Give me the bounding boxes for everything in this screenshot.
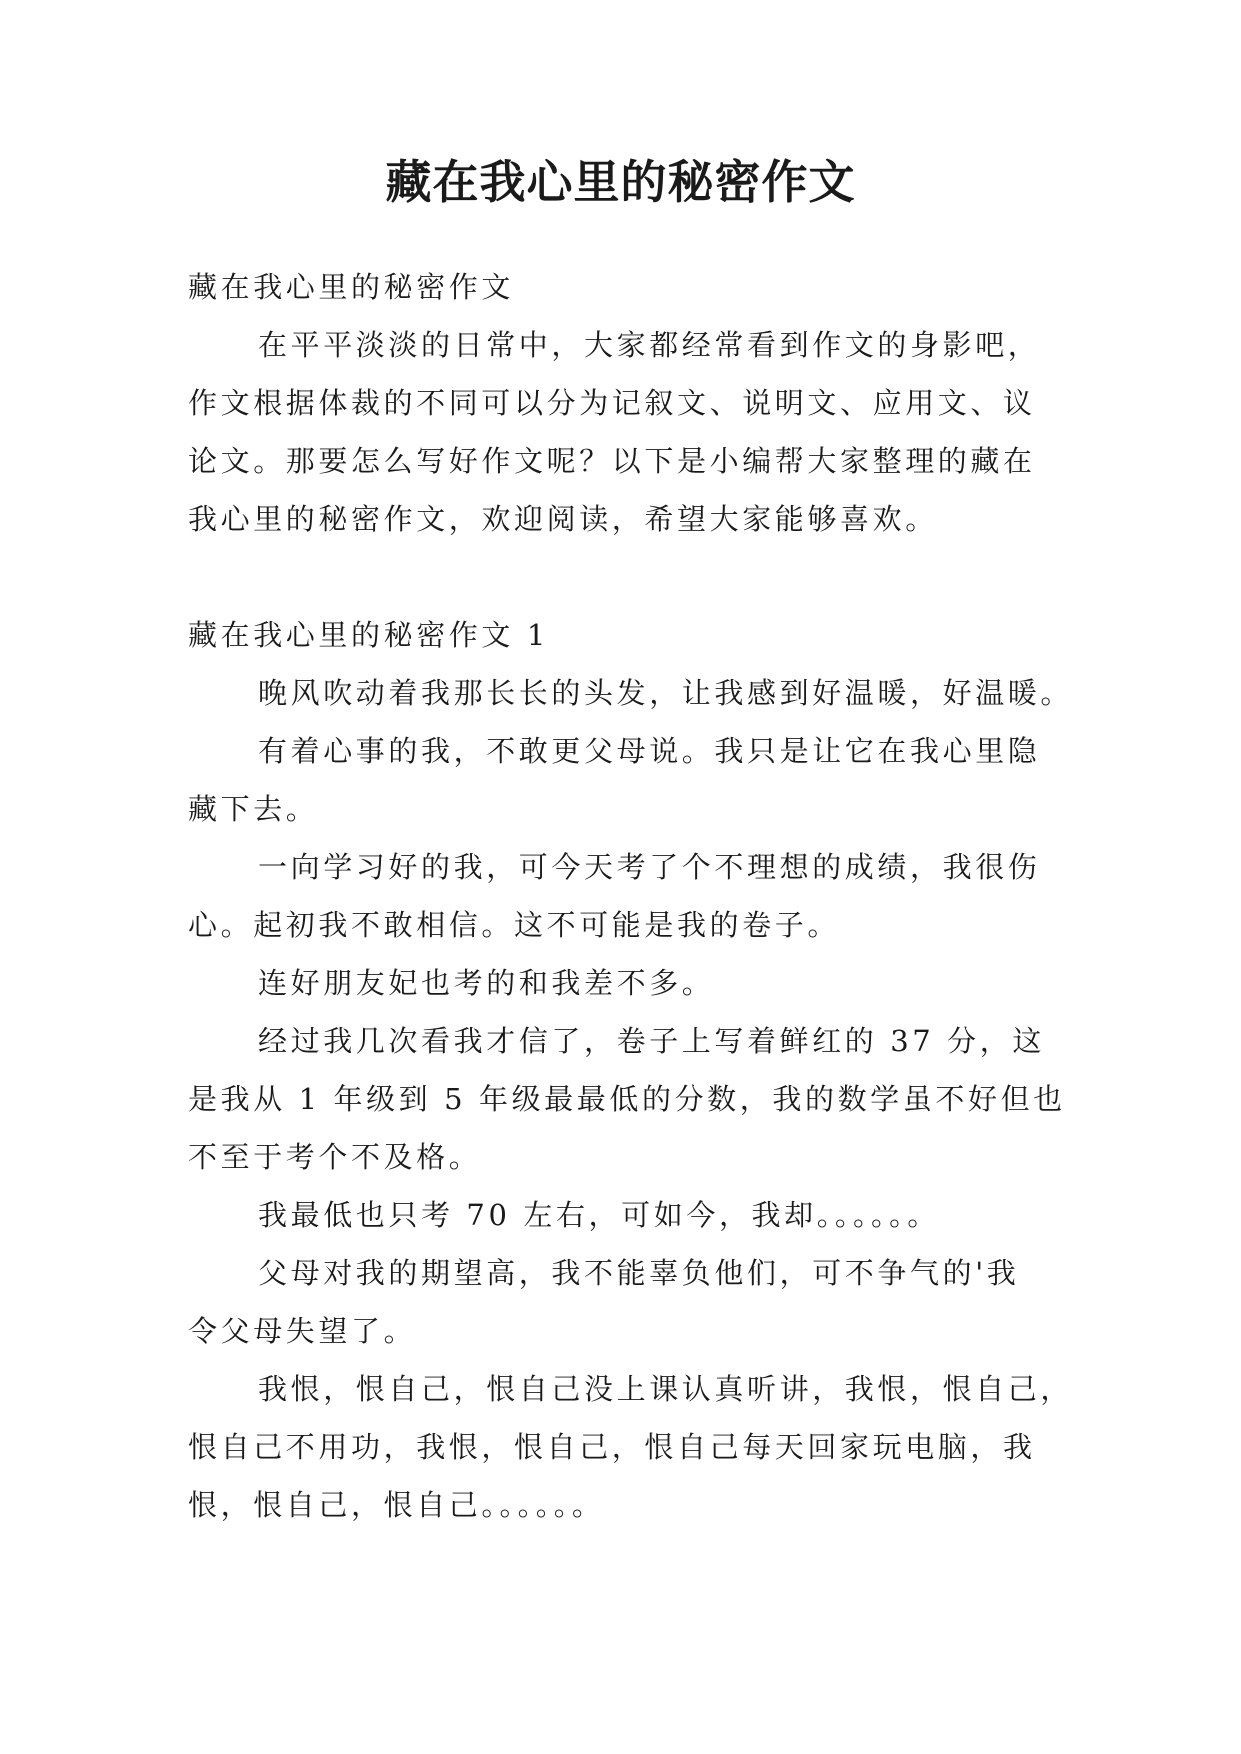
text-line: 心。起初我不敢相信。这不可能是我的卷子。 [188,908,841,942]
document-title: 藏在我心里的秘密作文 [385,155,856,209]
text-line: 藏在我心里的秘密作文 [188,270,515,304]
text-line: 连好朋友妃也考的和我差不多。 [258,966,715,1000]
text-line: 恨，恨自己，恨自己。。。。。。 [188,1488,605,1522]
text-line: 在平平淡淡的日常中，大家都经常看到作文的身影吧， [258,328,1041,362]
text-line: 论文。那要怎么写好作文呢？以下是小编帮大家整理的藏在 [188,444,1036,478]
text-line: 不至于考个不及格。 [188,1140,482,1174]
text-line: 晚风吹动着我那长长的头发，让我感到好温暖，好温暖。 [258,676,1074,710]
text-line: 作文根据体裁的不同可以分为记叙文、说明文、应用文、议 [188,386,1036,420]
text-line: 藏在我心里的秘密作文 1 [188,618,549,652]
text-line: 我最低也只考 70 左右，可如今，我却。。。。。。 [258,1198,940,1232]
text-line: 我心里的秘密作文，欢迎阅读，希望大家能够喜欢。 [188,502,938,536]
text-line: 恨自己不用功，我恨，恨自己，恨自己每天回家玩电脑，我 [188,1430,1036,1464]
document-body [188,258,1074,1534]
text-line: 经过我几次看我才信了，卷子上写着鲜红的 37 分，这 [258,1024,1045,1058]
text-line: 父母对我的期望高，我不能辜负他们，可不争气的'我 [258,1256,1020,1290]
text-line: 藏下去。 [188,792,319,826]
blank-line [188,548,1058,606]
text-line: 一向学习好的我，可今天考了个不理想的成绩，我很伤 [258,850,1041,884]
text-line: 我恨，恨自己，恨自己没上课认真听讲，我恨，恨自己， [258,1372,1074,1406]
text-line: 有着心事的我，不敢更父母说。我只是让它在我心里隐 [258,734,1041,768]
text-line: 是我从 1 年级到 5 年级最最低的分数，我的数学虽不好但也 [188,1082,1066,1116]
text-line: 令父母失望了。 [188,1314,417,1348]
